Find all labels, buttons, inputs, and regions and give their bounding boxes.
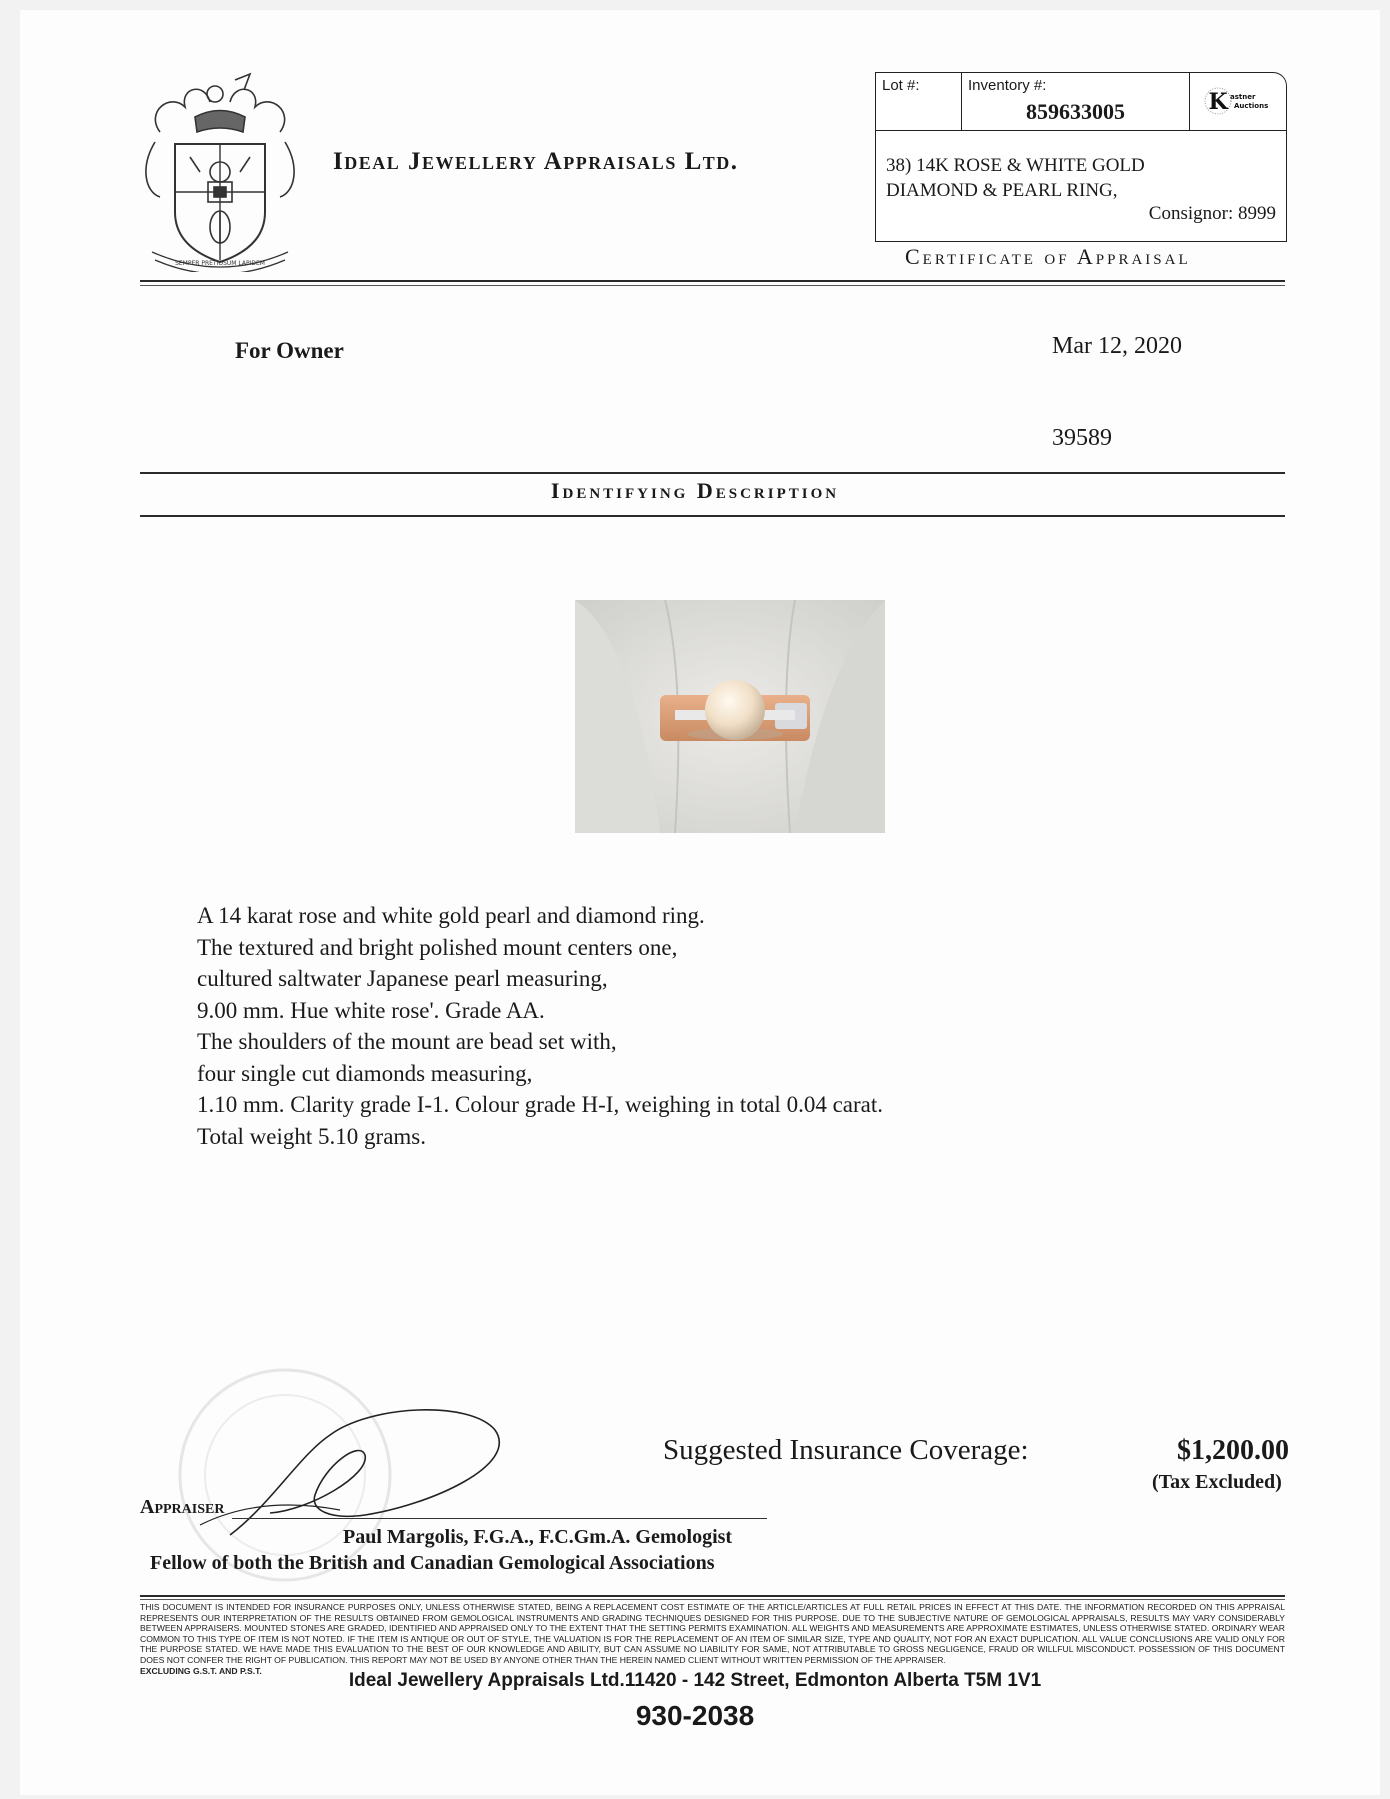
ring-photo [575,600,885,833]
appraiser-fellowship: Fellow of both the British and Canadian Gemological Associations [150,1552,715,1574]
header-divider-thin [140,285,1285,286]
disclaimer-text: THIS DOCUMENT IS INTENDED FOR INSURANCE PURPOSES ONLY, UNLESS OTHERWISE STATED, BEING A REPLACEMENT COST ESTIMATE OF THE ARTICLE/ARTICLES AT FULL RETAIL PRICES IN EFFECT AT THIS DATE. THE INFORMATION RECORDED ON THIS APPRAISAL REPRESENTS OUR INTERPRETATION OF THE RESULTS OBTAINED FROM GEMOLOGICAL INSTRUMENTS AND GRADING TECHNIQUES DESIGNED FOR THIS PURPOSE. DUE TO THE SUBJECTIVE NATURE OF GEMOLOGICAL APPRAISALS, RESULTS MAY VARY CONSIDERABLY BETWEEN APPRAISERS. MOUNTED STONES ARE GRADED, IDENTIFIED AND APPRAISED ONLY TO THE EXTENT THAT THE SETTING PERMITS EXAMINATION. ALL WEIGHTS AND MEASUREMENTS ARE APPROXIMATE ESTIMATES, UNLESS OTHERWISE STATED. ORDINARY WEAR COMMON TO THIS TYPE OF ITEM IS NOT NOTED. IF THE ITEM IS ANTIQUE OR OUT OF STYLE, THE VALUATION IS FOR THE REPLACEMENT OF AN ITEM OF SIMILAR SIZE, TYPE AND QUALITY, NOT FOR AN EXACT DUPLICATION. ALL VALUE CONCLUSIONS ARE VALID ONLY FOR THE PURPOSE STATED. WE HAVE MADE THIS EVALUATION TO THE BEST OF OUR KNOWLEDGE AND ABILITY, BUT CAN ASSUME NO LIABILITY FOR SAME, NOT ATTRIBUTABLE TO GROSS NEGLIGENCE, FRAUD OR WILLFUL MISCONDUCT. POSSESSION OF THIS DOCUMENT DOES NOT CONFER THE RIGHT OF PUBLICATION. THIS REPORT MAY NOT BE USED BY ANYONE OTHER THAN THE HEREIN NAMED CLIENT WITHOUT WRITTEN PERMISSION OF THE APPRAISER. [140,1602,1285,1665]
owner-label: For Owner [235,338,344,363]
lot-label-sticker [875,72,1287,242]
description-line: The shoulders of the mount are bead set with, [197,1029,617,1054]
description-line: 1.10 mm. Clarity grade I-1. Colour grade H-I, weighing in total 0.04 carat. [197,1092,883,1117]
lot-line-1: 38) 14K ROSE & WHITE GOLD [886,155,1145,176]
appraiser-name: Paul Margolis, F.G.A., F.C.Gm.A. Gemologist [343,1526,733,1548]
coverage-amount: $1,200.00 [1177,1435,1289,1466]
appraiser-signature [190,1395,530,1545]
footer-phone: 930-2038 [635,1700,755,1731]
item-description [197,900,883,1152]
coverage-label: Suggested Insurance Coverage: [663,1434,1029,1466]
footer-rule-thin [140,1599,1285,1600]
description-line: four single cut diamonds measuring, [197,1060,533,1086]
svg-text:Auctions: Auctions [1234,102,1269,110]
kastner-auctions-logo [1204,81,1272,121]
auction-logo-cell [1190,73,1286,131]
lot-cell [876,73,962,131]
description-line: cultured saltwater Japanese pearl measuring, [197,966,608,991]
footer-address: Ideal Jewellery Appraisals Ltd.11420 - 142 Street, Edmonton Alberta T5M 1V1 [348,1670,1042,1691]
description-line: 9.00 mm. Hue white rose'. Grade AA. [197,997,545,1023]
svg-text:SEMPER PRETIOSUM LAPIDEM: SEMPER PRETIOSUM LAPIDEM [175,260,265,267]
tax-exclusion: EXCLUDING G.S.T. AND P.S.T. [140,1665,262,1676]
signature-line [232,1518,767,1519]
coat-of-arms-crest [140,72,300,272]
lot-label: Lot #: [882,77,920,94]
section-title: Identifying Description [550,478,840,503]
section-top-rule [140,472,1285,474]
description-line: The textured and bright polished mount centers one, [197,934,678,960]
tax-note: (Tax Excluded) [1152,1471,1282,1493]
header-divider [140,280,1285,282]
svg-text:K: K [1208,89,1228,115]
consignor: Consignor: 8999 [1148,203,1276,224]
certificate-title: Certificate of Appraisal [905,244,1191,269]
lot-line-2: DIAMOND & PEARL RING, [886,180,1118,201]
svg-text:astner: astner [1230,93,1256,101]
appraiser-label: Appraiser [140,1496,225,1518]
lot-description [886,153,1145,203]
description-line: A 14 karat rose and white gold pearl and diamond ring. [197,903,705,928]
footer-rule [140,1595,1285,1597]
disclaimer [140,1602,1285,1676]
description-line: Total weight 5.10 grams. [197,1123,426,1149]
section-bottom-rule [140,515,1285,517]
appraisal-date: Mar 12, 2020 [1052,333,1182,359]
inventory-cell [962,73,1190,131]
company-name: Ideal Jewellery Appraisals Ltd. [333,148,739,175]
appraisal-number: 39589 [1052,425,1112,451]
inventory-number: 859633005 [1026,99,1125,124]
inventory-label: Inventory #: [968,77,1047,94]
